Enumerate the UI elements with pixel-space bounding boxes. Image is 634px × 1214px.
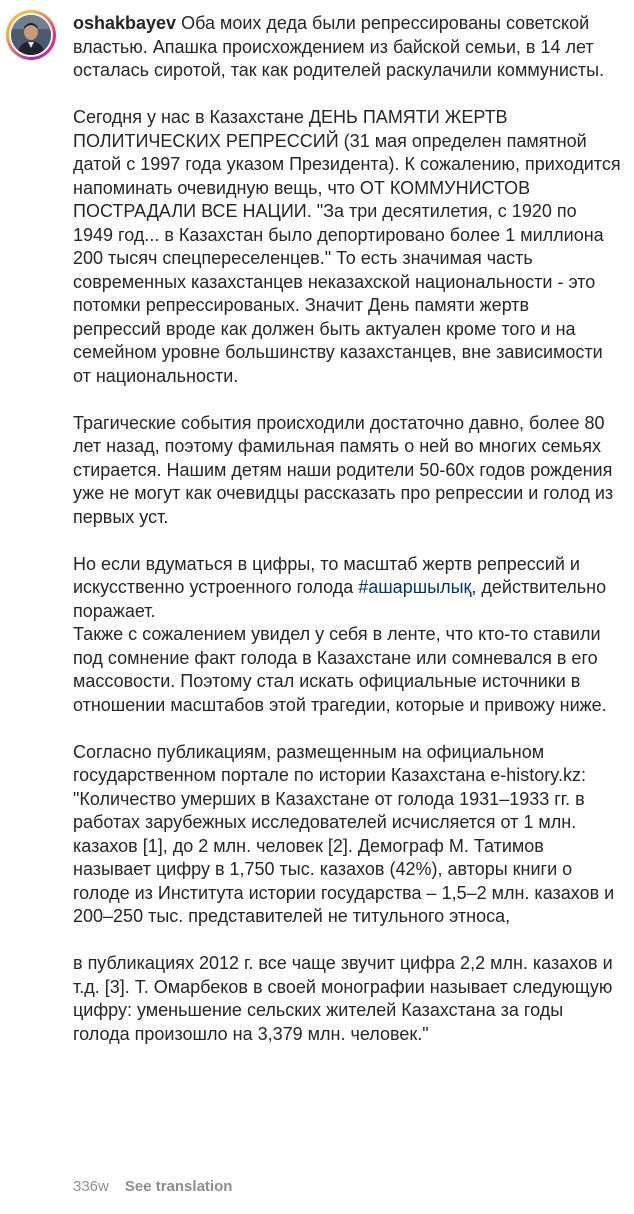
caption-paragraph-text: Оба моих деда были репрессированы советской властью. Апашка происхождением из байской семьи, в 14 лет осталась сиротой, так как родителей раскулачили коммунисты.	[73, 13, 605, 80]
avatar[interactable]	[6, 10, 56, 60]
caption-paragraph: в публикациях 2012 г. все чаще звучит цифра 2,2 млн. казахов и т.д. [3]. Т. Омарбеков в своей монографии называет следующую цифру: уменьшение сельских жителей Казахстана за годы голода произошло на 3,379 млн. человек."	[73, 953, 613, 1044]
caption-paragraph: Сегодня у нас в Казахстане ДЕНЬ ПАМЯТИ ЖЕРТВ ПОЛИТИЧЕСКИХ РЕПРЕССИЙ (31 мая определен памятной датой с 1997 года указом Президента). К сожалению, приходится напоминать очевидную вещь, что ОТ КОММУНИСТОВ ПОСТРАДАЛИ ВСЕ НАЦИИ. "За три десятилетия, с 1920 по 1949 год... в Казахстан было депортировано более 1 миллиона 200 тысяч спецпереселенцев." То есть значимая часть современных казахстанцев неказахской национальности - это потомки репрессированых. Значит День памяти жертв репрессий вроде как должен быть актуален кроме того и на семейном уровне большинству казахстанцев, вне зависимости от национальности.	[73, 107, 621, 386]
caption-paragraph	[73, 553, 621, 624]
caption-paragraph: Согласно публикациям, размещенным на официальном государственном портале по истории Казахстана e-history.kz: "Количество умерших в Казахстане от голода 1931–1933 гг. в работах зарубежных исследователей исчисляется от 1 млн. казахов [1], до 2 млн. человек [2]. Демограф М. Татимов называет цифру в 1,750 тыс. казахов (42%), авторы книги о голоде из Института истории государства – 1,5–2 млн. казахов и 200–250 тыс. представителей не титульного этноса,	[73, 741, 615, 926]
avatar-photo	[11, 15, 51, 55]
caption-paragraph-text: Но если вдуматься в цифры, то масштаб жертв репрессий и искусственно устроенного голода	[73, 553, 580, 597]
username-link[interactable]: oshakbayev	[73, 13, 177, 33]
caption-paragraph: Также с сожалением увидел у себя в ленте, что кто-то ставили под сомнение факт голода в Казахстане или сомневался в его массовости. Поэтому стал искать официальные источники в отношении масштабов этой трагедии, которые и привожу ниже.	[73, 624, 607, 715]
post-age[interactable]: 336w	[73, 1178, 109, 1195]
caption-text	[73, 12, 621, 1046]
caption-footer	[73, 1177, 232, 1197]
caption-paragraph-text: , действительно поражает.	[73, 577, 607, 621]
profile-photo-icon	[11, 15, 51, 55]
see-translation-button[interactable]: See translation	[124, 1178, 233, 1195]
caption-paragraph: Трагические события происходили достаточно давно, более 80 лет назад, поэтому фамильная память о ней во многих семьях стирается. Нашим детям наши родители 50-60х годов рождения уже не могут как очевидцы рассказать про репрессии и голод из первых уст.	[73, 412, 614, 527]
avatar-ring-gap	[9, 13, 53, 57]
caption-paragraph	[73, 12, 621, 83]
hashtag-link[interactable]: #ашаршылық	[358, 577, 472, 597]
